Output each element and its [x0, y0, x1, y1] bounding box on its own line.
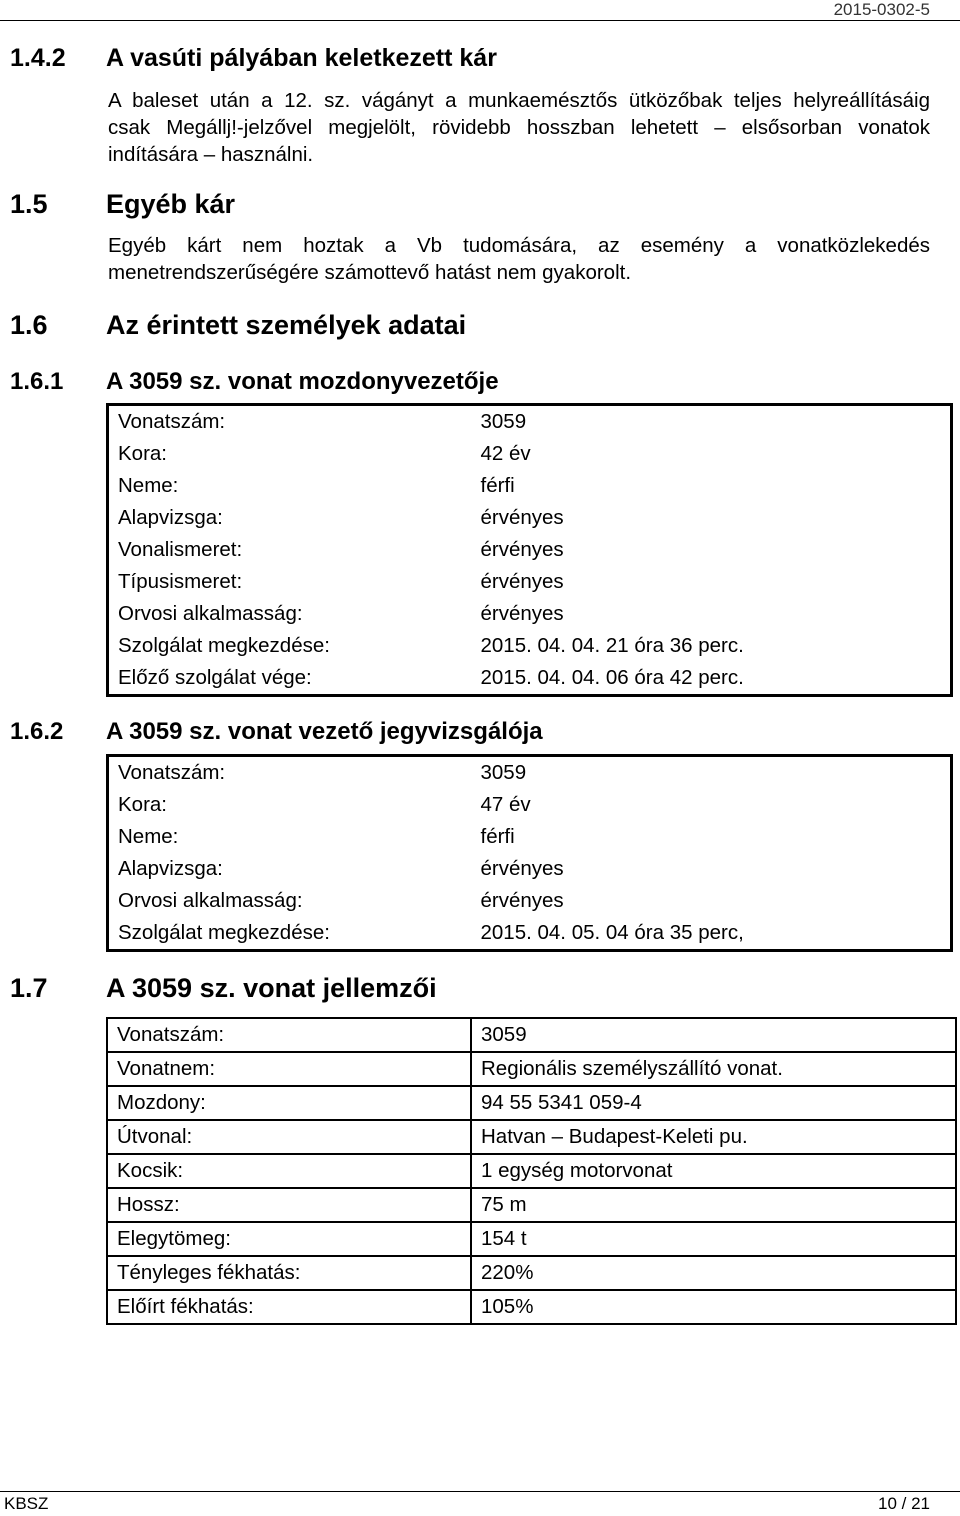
- row-label: Alapvizsga:: [118, 857, 223, 880]
- paragraph-line: A baleset után a 12. sz. vágányt a munkaemésztős ütközőbak teljes helyreállításáig: [108, 89, 930, 112]
- row-value: érvényes: [480, 538, 564, 561]
- table-row: [107, 1290, 956, 1324]
- row-value: 220%: [471, 1256, 956, 1290]
- row-label: Kora:: [118, 793, 167, 816]
- row-label: Vonatszám:: [118, 410, 226, 433]
- section-heading-1-7: [10, 972, 437, 1004]
- paragraph-1-4-2: [108, 87, 930, 168]
- row-label: Mozdony:: [107, 1086, 471, 1120]
- row-label: Vonalismeret:: [118, 538, 243, 561]
- section-number: 1.6.2: [10, 718, 64, 745]
- section-number: 1.5: [10, 189, 48, 219]
- row-label: Útvonal:: [107, 1120, 471, 1154]
- row-value: 2015. 04. 05. 04 óra 35 perc,: [480, 921, 744, 944]
- row-value: férfi: [480, 474, 515, 497]
- section-title: A 3059 sz. vonat jellemzői: [106, 973, 437, 1003]
- table-row: [108, 853, 952, 885]
- section-number: 1.6.1: [10, 368, 64, 395]
- row-value: 2015. 04. 04. 06 óra 42 perc.: [480, 666, 744, 689]
- row-value: 3059: [471, 1018, 956, 1052]
- table-row: [108, 630, 952, 662]
- row-value: 154 t: [471, 1222, 956, 1256]
- row-label: Előző szolgálat vége:: [118, 666, 312, 689]
- footer-rule: [0, 1491, 960, 1492]
- table-row: [108, 756, 952, 790]
- row-value: 1 egység motorvonat: [471, 1154, 956, 1188]
- section-number: 1.6: [10, 310, 48, 340]
- table-row: [108, 405, 952, 439]
- footer-left: KBSZ: [4, 1494, 49, 1513]
- row-value: érvényes: [480, 570, 564, 593]
- section-number: 1.4.2: [10, 44, 66, 72]
- page-number: 10 / 21: [878, 1494, 930, 1513]
- table-row: [108, 470, 952, 502]
- section-title: Egyéb kár: [106, 189, 236, 219]
- row-value: érvényes: [480, 602, 564, 625]
- table-row: [108, 917, 952, 951]
- table-row: [107, 1120, 956, 1154]
- table-row: [107, 1154, 956, 1188]
- row-label: Elegytömeg:: [107, 1222, 471, 1256]
- row-label: Tényleges fékhatás:: [107, 1256, 471, 1290]
- row-label: Vonatnem:: [107, 1052, 471, 1086]
- table-row: [108, 789, 952, 821]
- table-row: [107, 1222, 956, 1256]
- table-row: [107, 1086, 956, 1120]
- section-heading-1-4-2: [10, 42, 497, 74]
- paragraph-1-5: [108, 232, 930, 286]
- table-row: [108, 662, 952, 696]
- row-label: Vonatszám:: [118, 761, 226, 784]
- row-value: 3059: [480, 410, 527, 433]
- section-title: A vasúti pályában keletkezett kár: [106, 44, 497, 72]
- paragraph-line: csak Megállj!-jelzővel megjelölt, rövidebb hosszban lehetett – elsősorban vonatok: [108, 116, 930, 139]
- row-label: Vonatszám:: [107, 1018, 471, 1052]
- row-label: Neme:: [118, 474, 179, 497]
- row-label: Szolgálat megkezdése:: [118, 921, 330, 944]
- row-label: Orvosi alkalmasság:: [118, 889, 303, 912]
- table-row: [108, 502, 952, 534]
- section-heading-1-6: [10, 309, 466, 341]
- table-row: [108, 885, 952, 917]
- row-value: 47 év: [480, 793, 531, 816]
- section-title: A 3059 sz. vonat vezető jegyvizsgálója: [106, 718, 543, 745]
- row-label: Alapvizsga:: [118, 506, 223, 529]
- section-title: Az érintett személyek adatai: [106, 310, 467, 340]
- row-value: érvényes: [480, 889, 564, 912]
- paragraph-line: menetrendszerűségére számottevő hatást nem gyakorolt.: [108, 261, 632, 284]
- row-label: Szolgálat megkezdése:: [118, 634, 330, 657]
- row-value: 42 év: [480, 442, 531, 465]
- table-row: [107, 1018, 956, 1052]
- document-id: 2015-0302-5: [833, 0, 930, 19]
- engine-driver-table: [106, 403, 953, 697]
- train-characteristics-table: [106, 1017, 957, 1325]
- table-row: [107, 1188, 956, 1222]
- row-value: Regionális személyszállító vonat.: [471, 1052, 956, 1086]
- row-label: Kocsik:: [107, 1154, 471, 1188]
- row-label: Típusismeret:: [118, 570, 243, 593]
- row-value: érvényes: [480, 506, 564, 529]
- table-row: [108, 534, 952, 566]
- row-value: érvényes: [480, 857, 564, 880]
- row-label: Neme:: [118, 825, 179, 848]
- table-row: [108, 438, 952, 470]
- row-value: 105%: [471, 1290, 956, 1324]
- row-value: 94 55 5341 059-4: [471, 1086, 956, 1120]
- paragraph-line: Egyéb kárt nem hoztak a Vb tudomására, az esemény a vonatközlekedés: [108, 234, 930, 257]
- table-row: [108, 821, 952, 853]
- table-row: [107, 1052, 956, 1086]
- section-heading-1-5: [10, 188, 235, 220]
- table-row: [108, 598, 952, 630]
- header-rule: [0, 20, 960, 21]
- row-value: 3059: [480, 761, 527, 784]
- paragraph-line: indítására – használni.: [108, 143, 314, 166]
- row-label: Előírt fékhatás:: [107, 1290, 471, 1324]
- row-label: Hossz:: [107, 1188, 471, 1222]
- table-row: [107, 1256, 956, 1290]
- row-value: 75 m: [471, 1188, 956, 1222]
- section-heading-1-6-1: [10, 367, 499, 397]
- row-value: Hatvan – Budapest-Keleti pu.: [471, 1120, 956, 1154]
- row-value: 2015. 04. 04. 21 óra 36 perc.: [480, 634, 744, 657]
- table-row: [108, 566, 952, 598]
- section-number: 1.7: [10, 973, 48, 1003]
- section-title: A 3059 sz. vonat mozdonyvezetője: [106, 368, 499, 395]
- row-label: Kora:: [118, 442, 167, 465]
- row-value: férfi: [480, 825, 515, 848]
- row-label: Orvosi alkalmasság:: [118, 602, 303, 625]
- conductor-table: [106, 754, 953, 952]
- section-heading-1-6-2: [10, 717, 543, 747]
